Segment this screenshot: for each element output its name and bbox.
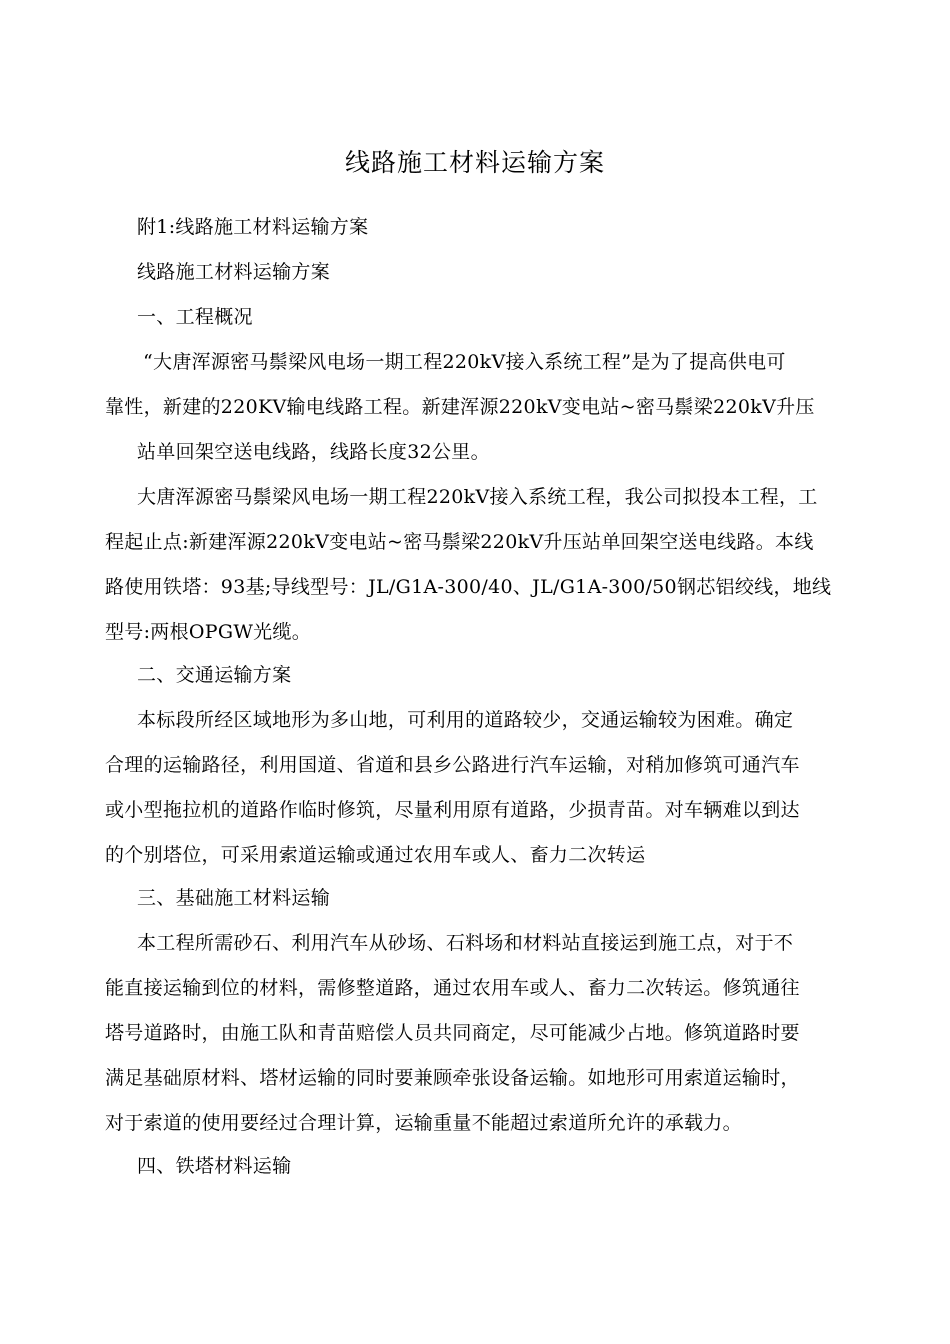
heading-3: 三、基础施工材料运输 — [137, 887, 331, 909]
paragraph-line: 满足基础原材料、塔材运输的同时要兼顾牵张设备运输。如地形可用索道运输时， — [105, 1067, 800, 1089]
paragraph-line: 站单回架空送电线路，线路长度32公里。 — [137, 441, 490, 463]
paragraph-line: 本标段所经区域地形为多山地，可利用的道路较少，交通运输较为困难。确定 — [137, 709, 794, 731]
paragraph-line: 靠性，新建的220KV输电线路工程。新建浑源220kV变电站~密马鬃梁220kV升压 — [105, 396, 815, 418]
section-title: 线路施工材料运输方案 — [137, 261, 331, 283]
paragraph-line: 大唐浑源密马鬃梁风电场一期工程220kV接入系统工程，我公司拟投本工程，工 — [137, 486, 818, 508]
paragraph-line: 能直接运输到位的材料，需修整道路，通过农用车或人、畜力二次转运。修筑通往 — [105, 977, 800, 999]
paragraph-line: 本工程所需砂石、利用汽车从砂场、石料场和材料站直接运到施工点，对于不 — [137, 932, 794, 954]
paragraph-line: 塔号道路时，由施工队和青苗赔偿人员共同商定，尽可能减少占地。修筑道路时要 — [105, 1022, 800, 1044]
paragraph-line: 路使用铁塔：93基;导线型号：JL/G1A-300/40、JL/G1A-300/50钢芯铝绞线，地线 — [105, 576, 832, 598]
paragraph-line: “大唐浑源密马鬃梁风电场一期工程220kV接入系统工程”是为了提高供电可 — [143, 351, 786, 373]
heading-2: 二、交通运输方案 — [137, 664, 292, 686]
paragraph-line: 型号:两根OPGW光缆。 — [105, 621, 312, 643]
document-title: 线路施工材料运输方案 — [344, 148, 605, 177]
paragraph-line: 对于索道的使用要经过合理计算，运输重量不能超过索道所允许的承载力。 — [105, 1112, 742, 1134]
paragraph-line: 程起止点:新建浑源220kV变电站~密马鬃梁220kV升压站单回架空送电线路。本线 — [105, 531, 814, 553]
appendix-heading: 附1:线路施工材料运输方案 — [137, 216, 369, 238]
paragraph-line: 或小型拖拉机的道路作临时修筑，尽量利用原有道路，少损青苗。对车辆难以到达 — [105, 799, 800, 821]
paragraph-line: 的个别塔位，可采用索道运输或通过农用车或人、畜力二次转运 — [105, 844, 646, 866]
heading-1: 一、工程概况 — [137, 306, 253, 328]
paragraph-line: 合理的运输路径，利用国道、省道和县乡公路进行汽车运输，对稍加修筑可通汽车 — [105, 754, 800, 776]
heading-4: 四、铁塔材料运输 — [137, 1155, 292, 1177]
